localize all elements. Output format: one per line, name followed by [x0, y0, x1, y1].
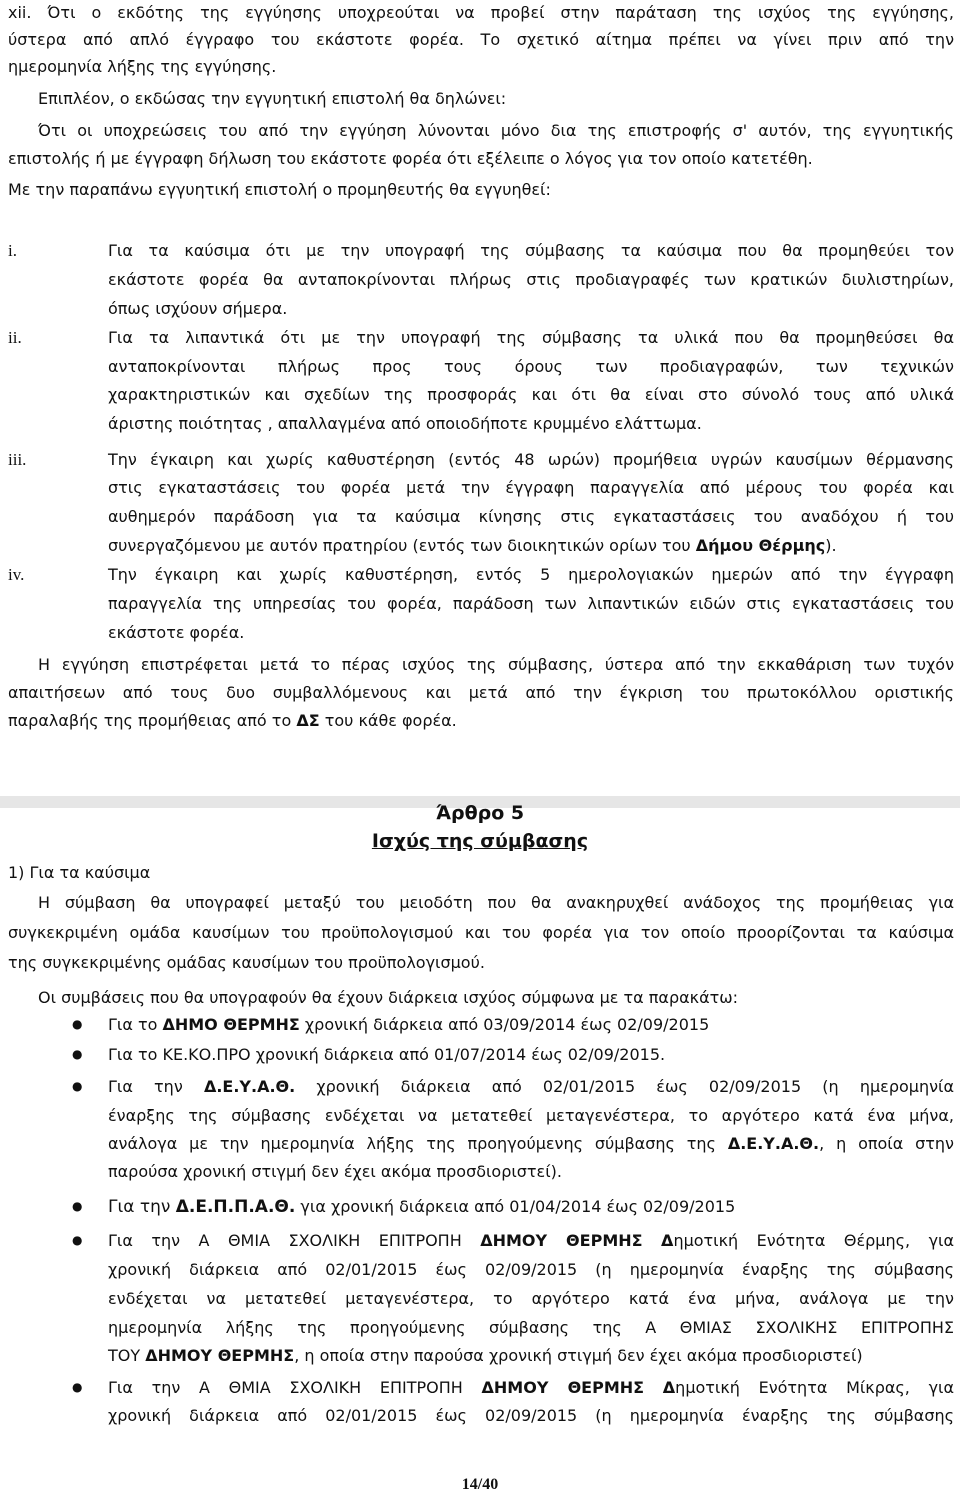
list-item-line: Για τα καύσιμα ότι με την υπογραφή της σύμβασης τα καύσιμα που θα προμηθεύει τον — [108, 241, 954, 260]
text-line: ύστερα από απλό έγγραφο του εκάστοτε φορέα. Το σχετικό αίτημα πρέπει να γίνει πριν από την — [8, 30, 954, 49]
bullet-line — [108, 1343, 863, 1368]
text-run: ανάλογα με την ημερομηνία λήξης της προηγούμενης σύμβασης της — [108, 1134, 728, 1153]
text-run: Δ — [662, 1378, 676, 1397]
text-run — [643, 1231, 661, 1250]
text-line: Η εγγύηση επιστρέφεται μετά το πέρας ισχύος της σύμβασης, ύστερα από την εκκαθάριση των τυχόν — [38, 655, 954, 674]
text-line: συγκεκριμένη ομάδα καυσίμων του προϋπολογισμού και του φορέα για τον οποίο προορίζονται τα καύσιμα — [8, 923, 954, 942]
list-number: i. — [8, 241, 17, 260]
text-line: xii. Ότι ο εκδότης της εγγύησης υποχρεούται να προβεί στην παράταση της ισχύος της εγγύησης, — [8, 3, 954, 22]
bullet-icon: ● — [72, 1199, 83, 1213]
list-item-line: Την έγκαιρη και χωρίς καθυστέρηση, εντός 5 ημερολογιακών ημερών από την έγγραφη — [108, 565, 954, 584]
bullet-line — [108, 1194, 735, 1220]
bullet-icon: ● — [72, 1017, 83, 1031]
article-title-text: Ισχύς της σύμβασης — [371, 830, 589, 852]
bullet-icon: ● — [72, 1047, 83, 1061]
bullet-icon: ● — [72, 1233, 83, 1247]
list-item-line: εκάστοτε φορέα θα ανταποκρίνονται πλήρως στις προδιαγραφές των κρατικών διυλιστηρίων, — [108, 270, 954, 289]
page-number: 14/40 — [461, 1476, 499, 1493]
text-run: Για την Α ΘΜΙΑ ΣΧΟΛΙΚΗ ΕΠΙΤΡΟΠΗ — [108, 1378, 482, 1397]
text-run: Για την — [108, 1077, 204, 1096]
text-run: χρονική διάρκεια από 03/09/2014 έως 02/09/2015 — [299, 1015, 710, 1034]
bullet-line: ημερομηνία λήξης της προηγούμενης σύμβασης της Α ΘΜΙΑΣ ΣΧΟΛΙΚΗΣ ΕΠΙΤΡΟΠΗΣ — [108, 1318, 954, 1337]
text-run: για χρονική διάρκεια από 01/04/2014 έως 02/09/2015 — [295, 1197, 736, 1216]
bullet-line: παρούσα χρονική στιγμή δεν έχει ακόμα προσδιοριστεί). — [108, 1162, 562, 1181]
text-line — [8, 708, 457, 733]
text-line: Η σύμβαση θα υπογραφεί μεταξύ του μειοδότη που θα ανακηρυχθεί ανάδοχος της προμήθειας για — [38, 893, 954, 912]
text-run: , η οποία στην παρούσα χρονική στιγμή δεν έχει ακόμα προσδιοριστεί) — [294, 1346, 863, 1365]
council-abbrev: ΔΣ — [296, 711, 320, 730]
bullet-line: Για το ΚΕ.ΚΟ.ΠΡΟ χρονική διάρκεια από 01/07/2014 έως 02/09/2015. — [108, 1045, 666, 1064]
text-run: Για την — [108, 1197, 176, 1217]
bullet-icon: ● — [72, 1079, 83, 1093]
bullet-line: ενδέχεται να μετατεθεί μεταγενέστερα, το αργότερο κατά ένα μήνα, ανάλογα με την — [108, 1289, 954, 1308]
text-run — [644, 1378, 663, 1397]
list-item-line: ανταποκρίνονται πλήρως προς τους όρους των προδιαγραφών, των τεχνικών — [108, 357, 954, 376]
list-number: iii. — [8, 450, 27, 469]
text-run: Για την Α ΘΜΙΑ ΣΧΟΛΙΚΗ ΕΠΙΤΡΟΠΗ — [108, 1231, 481, 1250]
list-item-line: εκάστοτε φορέα. — [108, 623, 245, 642]
section-heading: 1) Για τα καύσιμα — [8, 863, 151, 882]
text-run: του κάθε φορέα. — [319, 711, 457, 730]
article-number: Άρθρο 5 — [435, 802, 525, 824]
text-line: επιστολής ή με έγγραφη δήλωση του εκάστοτε φορέα ότι εξέλειπε ο λόγος για τον οποίο κατετέθη. — [8, 149, 813, 168]
list-item-line: χαρακτηριστικών και σχεδίων της προσφοράς και ότι θα είναι στο σύνολό τους από υλικά — [108, 385, 954, 404]
text-line: Με την παραπάνω εγγυητική επιστολή ο προμηθευτής θα εγγυηθεί: — [8, 180, 551, 199]
municipality-name: Δήμου Θέρμης — [695, 536, 826, 555]
list-item-line — [108, 533, 837, 558]
bullet-line: έναρξης της σύμβασης ενδέχεται να μετατεθεί μεταγενέστερα, το αργότερο κατά ένα μήνα, — [108, 1106, 954, 1125]
text-run: συνεργαζόμενου με αυτόν πρατηρίου (εντός των διοικητικών ορίων του — [108, 536, 696, 555]
bullet-line — [108, 1131, 954, 1156]
bullet-line: χρονική διάρκεια από 02/01/2015 έως 02/09/2015 (η ημερομηνία έναρξης της σύμβασης — [108, 1406, 954, 1425]
list-item-line: άριστης ποιότητας , απαλλαγμένα από οποιοδήποτε κρυμμένο ελάττωμα. — [108, 414, 702, 433]
text-line: ημερομηνία λήξης της εγγύησης. — [8, 57, 277, 76]
list-item-line: Την έγκαιρη και χωρίς καθυστέρηση (εντός 48 ωρών) προμήθεια υγρών καυσίμων θέρμανσης — [108, 450, 954, 469]
text-run: ΤΟΥ — [108, 1346, 146, 1365]
article-title — [0, 828, 960, 854]
list-item-line: αυθημερόν παράδοση για τα καύσιμα κίνησης στις εγκαταστάσεις του αναδόχου ή του — [108, 507, 954, 526]
entity-name: ΔΗΜΟ ΘΕΡΜΗΣ — [162, 1015, 300, 1034]
entity-name: ΔΗΜΟΥ ΘΕΡΜΗΣ — [480, 1231, 643, 1250]
text-run: Για το — [108, 1015, 163, 1034]
text-run: ημοτική Ενότητα Μίκρας, για — [675, 1378, 955, 1397]
list-number: iv. — [8, 565, 25, 584]
entity-name: ΔΗΜΟΥ ΘΕΡΜΗΣ — [481, 1378, 645, 1397]
bullet-line: χρονική διάρκεια από 02/01/2015 έως 02/09/2015 (η ημερομηνία έναρξης της σύμβασης — [108, 1260, 954, 1279]
entity-name: Δ.Ε.Π.Π.Α.Θ. — [175, 1197, 296, 1217]
text-run: παραλαβής της προμήθειας από το — [8, 711, 297, 730]
list-item-line: στις εγκαταστάσεις του φορέα μετά την έγγραφη παραγγελία από μέρους του φορέα και — [108, 478, 954, 497]
bullet-line — [108, 1228, 954, 1253]
text-line: της συγκεκριμένης ομάδας καυσίμων του προϋπολογισμού. — [8, 953, 485, 972]
entity-name: Δ.Ε.Υ.Α.Θ. — [727, 1134, 820, 1153]
text-run: ). — [825, 536, 837, 555]
text-line: απαιτήσεων από τους δυο συμβαλλόμενους και μετά από την έγκριση του πρωτοκόλλου οριστικής — [8, 683, 954, 702]
text-run: ημοτική Ενότητα Θέρμης, για — [673, 1231, 954, 1250]
entity-name: Δ.Ε.Υ.Α.Θ. — [203, 1077, 296, 1096]
bullet-line — [108, 1074, 954, 1099]
text-line: Ότι οι υποχρεώσεις του από την εγγύηση λύνονται μόνο δια της επιστροφής σ' αυτόν, της εγγυητικής — [38, 121, 954, 140]
text-run: Δ — [661, 1231, 674, 1250]
text-run: , η οποία στην — [819, 1134, 954, 1153]
list-item-line: παραγγελία της υπηρεσίας του φορέα, παράδοση των λιπαντικών ειδών στις εγκαταστάσεις του — [108, 594, 954, 613]
text-run: χρονική διάρκεια από 02/01/2015 έως 02/09/2015 (η ημερομηνία — [295, 1077, 954, 1096]
list-item-line: Για τα λιπαντικά ότι με την υπογραφή της σύμβασης τα υλικά που θα προμηθεύσει θα — [108, 328, 954, 347]
bullet-line — [108, 1375, 954, 1400]
text-line: Επιπλέον, ο εκδώσας την εγγυητική επιστολή θα δηλώνει: — [38, 89, 507, 108]
list-item-line: όπως ισχύουν σήμερα. — [108, 299, 288, 318]
list-number: ii. — [8, 328, 22, 347]
text-line: Οι συμβάσεις που θα υπογραφούν θα έχουν διάρκεια ισχύος σύμφωνα με τα παρακάτω: — [38, 988, 739, 1007]
bullet-icon: ● — [72, 1380, 83, 1394]
entity-name: ΔΗΜΟΥ ΘΕΡΜΗΣ — [145, 1346, 295, 1365]
bullet-line — [108, 1012, 709, 1037]
